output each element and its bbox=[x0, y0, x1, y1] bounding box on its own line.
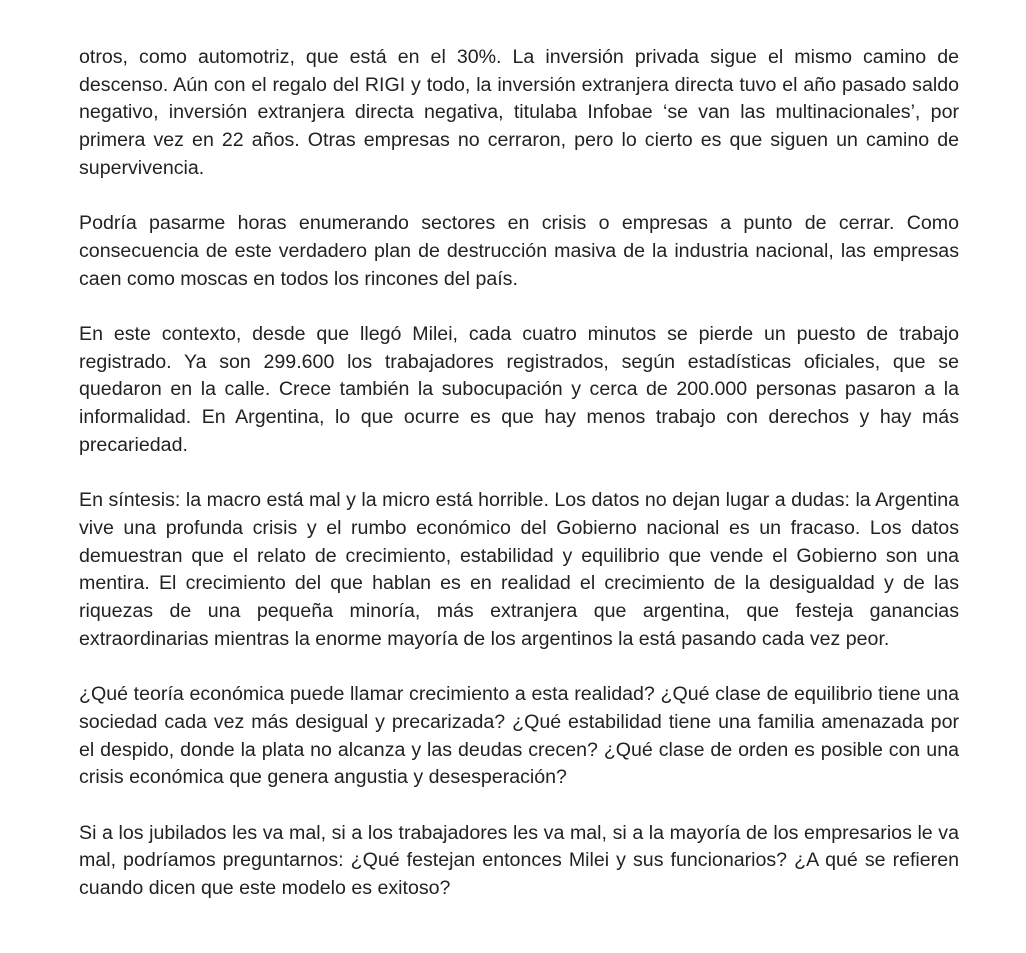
paragraph: ¿Qué teoría económica puede llamar crecimiento a esta realidad? ¿Qué clase de equilibrio tiene una sociedad cada vez más desigual y precarizada? ¿Qué estabilidad tiene una familia amenazada por el despido, donde la plata no alcanza y las deudas crecen? ¿Qué clase de orden es posible con una crisis económica que genera angustia y desesperación? bbox=[79, 683, 959, 789]
paragraph: En este contexto, desde que llegó Milei, cada cuatro minutos se pierde un puesto de trabajo registrado. Ya son 299.600 los trabajadores registrados, según estadísticas oficiales, que se quedaron en la calle. Crece también la subocupación y cerca de 200.000 personas pasaron a la informalidad. En Argentina, lo que ocurre es que hay menos trabajo con derechos y hay más precariedad. bbox=[79, 323, 959, 456]
paragraph: otros, como automotriz, que está en el 30%. La inversión privada sigue el mismo camino de descenso. Aún con el regalo del RIGI y todo, la inversión extranjera directa tuvo el año pasado saldo negativo, inversión extranjera directa negativa, titulaba Infobae ‘se van las multinacionales’, por primera vez en 22 años. Otras empresas no cerraron, pero lo cierto es que siguen un camino de supervivencia. bbox=[79, 46, 959, 179]
paragraph: En síntesis: la macro está mal y la micro está horrible. Los datos no dejan lugar a dudas: la Argentina vive una profunda crisis y el rumbo económico del Gobierno nacional es un fracaso. Los datos demuestran que el relato de crecimiento, estabilidad y equilibrio que vende el Gobierno son una mentira. El crecimiento del que hablan es en realidad el crecimiento de la desigualdad y de las riquezas de una pequeña minoría, más extranjera que argentina, que festeja ganancias extraordinarias mientras la enorme mayoría de los argentinos la está pasando cada vez peor. bbox=[79, 489, 959, 650]
document-body bbox=[79, 44, 959, 903]
paragraph: Si a los jubilados les va mal, si a los trabajadores les va mal, si a la mayoría de los empresarios le va mal, podríamos preguntarnos: ¿Qué festejan entonces Milei y sus funcionarios? ¿A qué se refieren cuando dicen que este modelo es exitoso? bbox=[79, 821, 959, 900]
paragraph: Podría pasarme horas enumerando sectores en crisis o empresas a punto de cerrar. Como consecuencia de este verdadero plan de destrucción masiva de la industria nacional, las empresas caen como moscas en todos los rincones del país. bbox=[79, 212, 959, 290]
